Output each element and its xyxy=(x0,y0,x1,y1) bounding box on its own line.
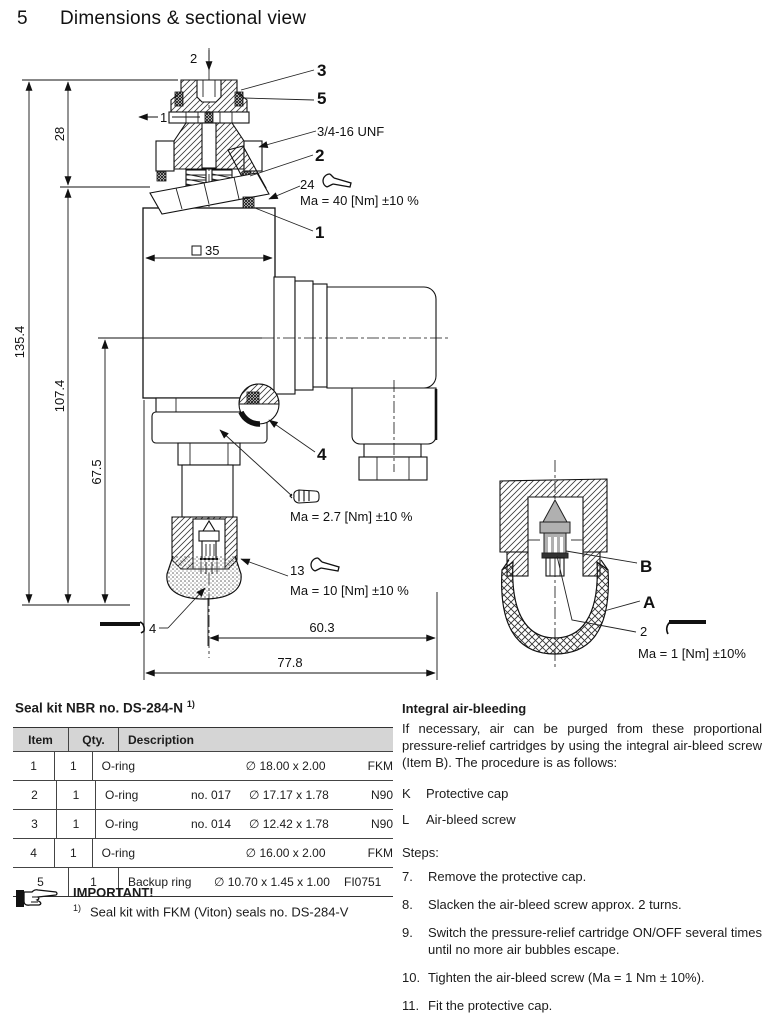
step-item: 8. Slacken the air-bleed screw approx. 2 turns. xyxy=(402,897,682,912)
dim-28-label: 28 xyxy=(52,126,67,142)
thread-label: 3/4-16 UNF xyxy=(317,124,385,139)
table-row: 2 1 O-ring no. 017 ∅ 17.17 x 1.78 N90 xyxy=(13,780,393,809)
torque10-label: Ma = 10 [Nm] ±10 % xyxy=(290,583,409,598)
torque40-label: Ma = 40 [Nm] ±10 % xyxy=(300,193,419,208)
seal-kit-table xyxy=(13,727,393,897)
footnote-text: $^{1)}$ Seal kit with FKM (Viton) seals no. DS-284-V xyxy=(73,903,349,920)
port2-label: 2 xyxy=(190,51,198,66)
allen2-size-label: 2 xyxy=(640,624,648,639)
dim-67-5-label: 67.5 xyxy=(89,459,104,485)
wrench-icon xyxy=(311,558,339,571)
footnote-ref: 1) xyxy=(186,699,195,709)
section-number: 5 xyxy=(17,8,28,29)
step-item: 10. Tighten the air-bleed screw (Ma = 1 Nm ± 10%). xyxy=(402,970,705,985)
section-title: Dimensions & sectional view xyxy=(60,8,307,29)
dim-107-4-label: 107.4 xyxy=(52,379,67,413)
cartridge-head xyxy=(150,80,269,214)
pos2-callout: 2 xyxy=(315,146,325,165)
pos4-callout: 4 xyxy=(317,445,327,464)
col-header-item: Item xyxy=(13,728,69,751)
air-bleed-screw xyxy=(540,500,570,558)
step-item: 11. Fit the protective cap. xyxy=(402,998,553,1013)
detail-sectional-view xyxy=(500,460,746,668)
pos5-callout: 5 xyxy=(317,89,327,108)
col-header-qty: Qty. xyxy=(69,728,119,751)
o-ring-item3 xyxy=(235,92,243,106)
pos1-callout: 1 xyxy=(315,223,325,242)
table-header-row xyxy=(13,728,393,751)
cartridge-body xyxy=(143,208,275,398)
dim-60-3-label: 60.3 xyxy=(309,620,335,635)
allen-key-icon xyxy=(667,622,706,634)
port1-label: 1 xyxy=(160,110,168,125)
col-header-description: Description xyxy=(128,732,195,747)
hand-tight-icon xyxy=(290,490,319,503)
legend-item-L: L Air-bleed screw xyxy=(402,812,516,827)
backup-ring-item5 xyxy=(175,92,183,106)
step-item: 9. Switch the pressure-relief cartridge ON/OFF several times until no more air bubbles escape. xyxy=(402,925,762,957)
air-bleeding-section xyxy=(402,700,762,1013)
o-ring-item4-detail xyxy=(239,384,279,424)
table-row: 5 1 Backup ring ∅ 10.70 x 1.45 x 1.00 FI0751 xyxy=(13,867,393,896)
pos3-callout: 3 xyxy=(317,61,327,80)
wrench24-size-label: 24 xyxy=(300,177,315,192)
lower-valve-assembly xyxy=(152,384,279,599)
legend-item-K: K Protective cap xyxy=(402,786,509,801)
page-title xyxy=(17,8,306,30)
posB-callout: B xyxy=(640,557,653,576)
air-bleeding-heading: Integral air-bleeding xyxy=(402,701,527,716)
o-ring-item2-left xyxy=(157,172,166,181)
step-item: 7. Remove the protective cap. xyxy=(402,869,587,884)
dimensions-sectional-view-figure xyxy=(0,38,775,698)
torque1-label: Ma = 1 [Nm] ±10% xyxy=(638,646,746,661)
allen4-size-label: 4 xyxy=(149,621,157,636)
posA-callout: A xyxy=(643,593,656,612)
o-ring-item1 xyxy=(243,197,254,208)
seal-kit-title: Seal kit NBR no. DS-284-N $^{1)}$ xyxy=(15,699,195,716)
important-label: IMPORTANT! xyxy=(73,885,154,900)
wrench-icon xyxy=(323,174,351,187)
dim-135-4-label: 135.4 xyxy=(12,325,27,359)
wrench13-size-label: 13 xyxy=(290,563,305,578)
solenoid-connector xyxy=(262,277,449,480)
table-row: 1 1 O-ring ∅ 18.00 x 2.00 FKM xyxy=(13,751,393,780)
pointing-hand-icon xyxy=(15,884,59,914)
table-row: 3 1 O-ring no. 014 ∅ 12.42 x 1.78 N90 xyxy=(13,809,393,838)
table-row: 4 1 O-ring ∅ 16.00 x 2.00 FKM xyxy=(13,838,393,867)
air-bleeding-intro: If necessary, air can be purged from these proportional pressure-relief cartridges by using the integral air-bleed screw (Item B). The procedure is as follows: xyxy=(402,721,762,770)
allen-key-icon xyxy=(100,622,144,633)
protective-cap-main xyxy=(167,556,241,599)
important-note xyxy=(15,884,349,920)
main-sectional-view xyxy=(12,48,449,680)
torque2-7-label: Ma = 2.7 [Nm] ±10 % xyxy=(290,509,413,524)
steps-label: Steps: xyxy=(402,845,439,860)
dim-35-label: 35 xyxy=(205,243,220,258)
dim-77-8-label: 77.8 xyxy=(277,655,303,670)
